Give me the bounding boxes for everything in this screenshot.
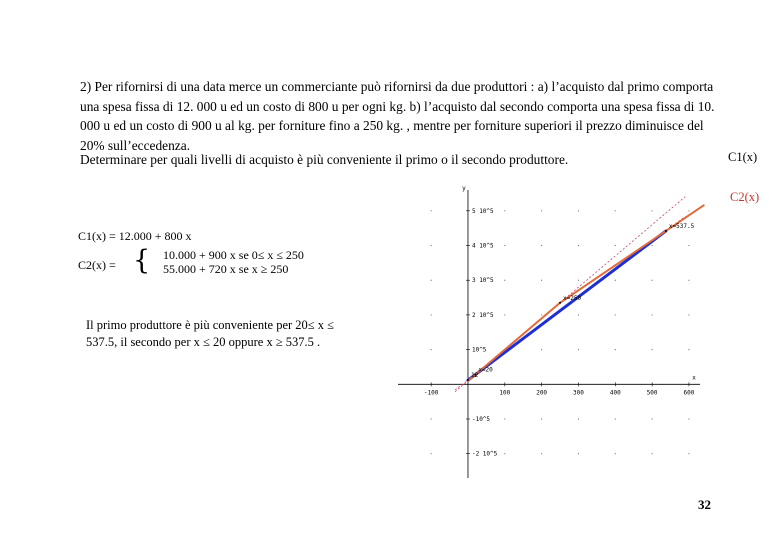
formula-c2-case-1: 10.000 + 900 x se 0≤ x ≤ 250 (163, 248, 304, 262)
x-tick-label: 200 (536, 389, 548, 397)
formula-c2-case-2: 55.000 + 720 x se x ≥ 250 (163, 262, 289, 276)
formula-c2-name: C2(x) = (78, 258, 116, 272)
grid-dot (688, 418, 689, 419)
grid-dot (431, 453, 432, 454)
grid-dot (652, 245, 653, 246)
grid-dot (652, 418, 653, 419)
y-tick-label: 10^5 (471, 346, 487, 354)
grid-dot (652, 210, 653, 211)
y-tick-label: 4 10^5 (471, 242, 494, 250)
x-tick-label: -100 (423, 389, 439, 397)
grid-dot (504, 245, 505, 246)
y-tick-label: 2 10^5 (471, 311, 494, 319)
annotation-label: x=250 (563, 294, 582, 302)
grid-dot (615, 210, 616, 211)
grid-dot (615, 280, 616, 281)
grid-dot (652, 280, 653, 281)
grid-dot (541, 349, 542, 350)
series-line-1 (468, 231, 666, 380)
grid-dot (504, 314, 505, 315)
grid-dot (541, 280, 542, 281)
legend-c2-label: C2(x) (730, 190, 760, 204)
y-tick-label: 3 10^5 (471, 277, 494, 285)
grid-dot (504, 418, 505, 419)
annotation-point (467, 379, 469, 381)
grid-dot (578, 210, 579, 211)
problem-text: 2) Per rifornirsi di una data merce un commerciante può rifornirsi da due produttori : a) l’acquisto dal primo comporta una spesa fissa di 12. 000 u ed un costo di 800 u per ogni kg. b) l’acquisto dal secondo comporta una spesa fissa di 10. 000 u ed un costo di 900 u al kg. per forniture fino a 250 kg. , mentre per forniture superiori il prezzo diminuisce del 20% sull’eccedenza. (80, 79, 715, 153)
grid-dot (431, 314, 432, 315)
annotation-label: 12 (470, 372, 479, 380)
x-tick-label: 300 (573, 389, 584, 397)
formula-c1: C1(x) = 12.000 + 800 x (78, 229, 192, 243)
grid-dot (541, 453, 542, 454)
grid-dot (504, 210, 505, 211)
grid-dot (504, 280, 505, 281)
grid-dot (541, 245, 542, 246)
grid-dot (578, 280, 579, 281)
grid-dot (431, 280, 432, 281)
page-number: 32 (698, 497, 711, 512)
grid-dot (688, 349, 689, 350)
conclusion-text: Il primo produttore è più conveniente per 20≤ x ≤ 537.5, il secondo per x ≤ 20 oppure x ≥ 537.5 . (86, 318, 335, 349)
grid-dot (688, 210, 689, 211)
grid-dot (578, 314, 579, 315)
x-tick-label: 600 (683, 389, 695, 397)
annotation-label: x=537.5 (668, 222, 695, 230)
x-axis-label: x (692, 374, 696, 382)
grid-dot (652, 453, 653, 454)
annotation-label: x=20 (478, 366, 493, 374)
x-tick-label: 400 (609, 389, 621, 397)
grid-dot (688, 280, 689, 281)
grid-dot (652, 349, 653, 350)
grid-dot (431, 349, 432, 350)
y-tick-label: 5 10^5 (471, 207, 494, 215)
annotation-point (665, 230, 667, 232)
grid-dot (688, 245, 689, 246)
grid-dot (541, 314, 542, 315)
legend-c1-label: C1(x) (728, 150, 758, 164)
grid-dot (688, 453, 689, 454)
grid-dot (578, 245, 579, 246)
x-tick-label: 500 (646, 389, 658, 397)
grid-dot (578, 453, 579, 454)
grid-dot (578, 418, 579, 419)
grid-dot (615, 453, 616, 454)
grid-dot (615, 418, 616, 419)
grid-dot (615, 245, 616, 246)
grid-dot (431, 210, 432, 211)
y-axis-label: y (462, 185, 466, 192)
question-text: Determinare per quali livelli di acquisto è più conveniente il primo o il secondo produttore. (80, 152, 569, 167)
grid-dot (615, 314, 616, 315)
grid-dot (652, 314, 653, 315)
grid-dot (615, 349, 616, 350)
annotation-point (559, 302, 561, 304)
grid-dot (541, 418, 542, 419)
x-tick-label: 100 (499, 389, 511, 397)
y-tick-label: -2 10^5 (471, 450, 498, 458)
grid-dot (431, 418, 432, 419)
grid-dot (431, 245, 432, 246)
grid-dot (578, 349, 579, 350)
grid-dot (504, 453, 505, 454)
grid-dot (688, 314, 689, 315)
formula-c2-brace: { (133, 245, 151, 276)
grid-dot (541, 210, 542, 211)
y-tick-label: -10^5 (471, 416, 491, 424)
